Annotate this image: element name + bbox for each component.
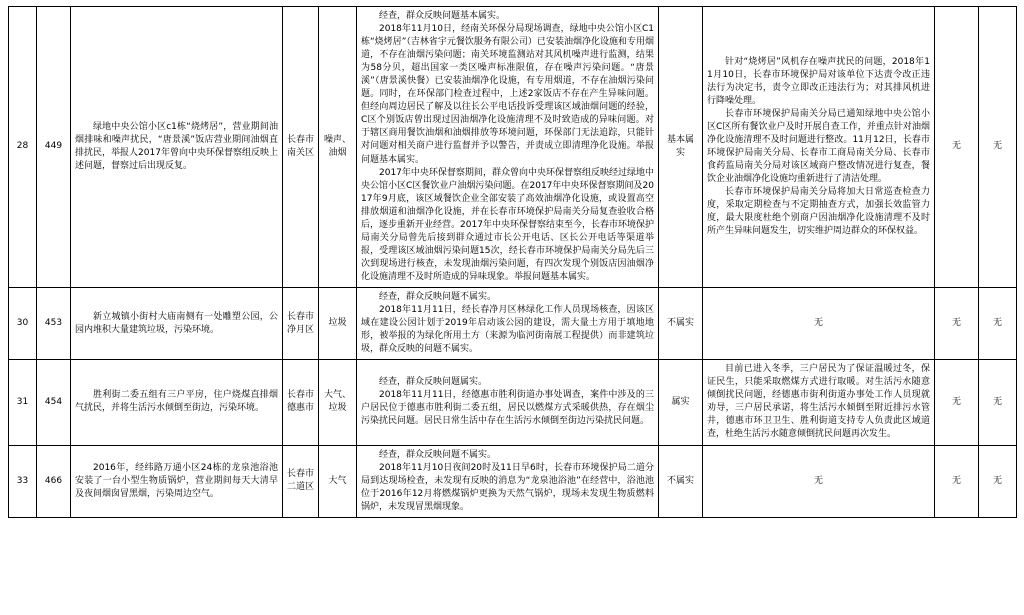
row-number: 31 bbox=[9, 360, 37, 445]
row-case-code: 454 bbox=[37, 360, 71, 445]
investigation-paragraph: 2017年中央环保督察期间，群众曾向中央环保督察组反映经过绿地中央公馆小区C区餐饮业户油烟污染问题。在2017年中央环保督察期间及2017年9月底，该区域餐饮企业全部安装了高效油烟净化设施，或设置高空排放烟道和油烟净化设施，并在长春市环境保护局南关分局复查验收合格后，逐步重新开业经营。2017年中央环保督察结束至今，长春市环境保护局南关分局曾先后接到群众通过市长公开电话、区长公开电话等渠道举报，受理该区域油烟污染问题15次，经长春市环境保护局南关分局先后三次到现场进行核查，未发现油烟污染问题，有四次发现个别饭店因油烟净化设施清理不及时所造成的异味现象。举报问题基本属实。 bbox=[361, 167, 654, 282]
row-punishment: 无 bbox=[979, 287, 1017, 359]
row-accountability: 无 bbox=[935, 287, 979, 359]
row-accountability: 无 bbox=[935, 360, 979, 445]
row-truth-status: 基本属实 bbox=[659, 7, 703, 288]
row-region: 长春市德惠市 bbox=[283, 360, 319, 445]
investigation-paragraph: 2018年11月11日，经长春净月区林绿化工作人员现场核查，因该区域在建设公园计划于2019年启动该公园的建设，需大量土方用于填地地形，被举报的为绿化所用土方（来源为临河街南展工程提供）而非建筑垃圾，群众反映的问题不属实。 bbox=[361, 305, 654, 355]
investigation-paragraph: 2018年11月10日，经南关环保分局现场调查，绿地中央公馆小区C1栋“烧烤居”（吉林省宇元餐饮服务有限公司）已安装油烟净化设施和专用烟道，不存在油烟污染问题；南关环境监测站对其风机噪声进行监测，结果为58分贝，超出国家一类区噪声标准限值，存在噪声污染问题。“唐景溪”（唐景溪快餐）已安装油烟净化设施，有专用烟道，不存在油烟污染问题。同时，在环保部门检查过程中，上述2家饭店不存在产生异味问题。但经向周边居民了解及以往长公平电话投诉受理该区域油烟问题的经验，C区个别饭店曾出现过因油烟净化设施清理不及时致造成的异味问题。对于辖区商用餐饮油烟和油烟排放等环境问题，环保部门无法追踪，只能针对问题对相关商户进行监督并予以警告，并责成立即清理净化设施。举报问题基本属实。 bbox=[361, 24, 654, 165]
row-region: 长春市南关区 bbox=[283, 7, 319, 288]
row-handling bbox=[703, 445, 935, 517]
investigation-paragraph: 经查，群众反映问题属实。 bbox=[379, 377, 488, 388]
handling-paragraph: 长春市环境保护局南关分局已通知绿地中央公馆小区C区所有餐饮业户及时开展自查工作，并重点针对油烟净化设施清理不及时问题进行整改。11月12日，长春市环境保护局南关分局、长春市工商局南关分局、长春市食药监局南关分局对该区域商户整改情况进行复查，餐饮企业油烟净化设施均重新进行了清洁处理。 bbox=[707, 108, 930, 185]
row-pollution-type: 噪声、油烟 bbox=[319, 7, 357, 288]
table-row bbox=[9, 360, 1017, 445]
investigation-paragraph: 经查，群众反映问题基本属实。 bbox=[379, 11, 506, 21]
row-complaint-title bbox=[71, 360, 283, 445]
handling-paragraph: 无 bbox=[813, 318, 823, 329]
row-accountability: 无 bbox=[935, 7, 979, 288]
row-pollution-type: 大气 bbox=[319, 445, 357, 517]
row-investigation bbox=[357, 445, 659, 517]
row-number: 33 bbox=[9, 445, 37, 517]
row-case-code: 449 bbox=[37, 7, 71, 288]
row-region: 长春市净月区 bbox=[283, 287, 319, 359]
row-pollution-type: 大气、垃圾 bbox=[319, 360, 357, 445]
row-complaint-title bbox=[71, 445, 283, 517]
environmental-complaint-table bbox=[8, 6, 1017, 518]
investigation-paragraph: 经查，群众反映问题不属实。 bbox=[379, 291, 497, 302]
row-pollution-type: 垃圾 bbox=[319, 287, 357, 359]
complaint-text: 绿地中央公馆小区c1栋“烧烤居”，营业期间油烟排味和噪声扰民，“唐景溪”饭店营业期间油烟直排扰民，举报人2017年曾向中央环保督察组反映上述问题，督察过后出现反复。 bbox=[75, 121, 278, 172]
row-case-code: 453 bbox=[37, 287, 71, 359]
row-number: 30 bbox=[9, 287, 37, 359]
complaint-text: 2016年，经纬路万通小区24栋的龙泉池浴池安装了一台小型生物质锅炉，营业期间每天大清早及夜间烟囱冒黑烟，污染周边空气。 bbox=[75, 462, 278, 499]
row-accountability: 无 bbox=[935, 445, 979, 517]
row-truth-status: 不属实 bbox=[659, 287, 703, 359]
row-handling bbox=[703, 360, 935, 445]
complaint-text: 新立城镇小街村大庙南侧有一处雕塑公园，公园内堆积大量建筑垃圾，污染环境。 bbox=[75, 311, 278, 335]
table-row bbox=[9, 445, 1017, 517]
row-handling bbox=[703, 7, 935, 288]
table-row bbox=[9, 7, 1017, 288]
investigation-paragraph: 2018年11月11日，经德惠市胜利街道办事处调查，案件中涉及的三户居民位于德惠市胜利街二委五组，居民以燃煤方式采暖供热，存在烟尘污染扰民问题。居民日常生活中存在生活污水倾倒至街边污染扰民问题。 bbox=[361, 390, 654, 427]
row-complaint-title bbox=[71, 7, 283, 288]
complaint-text: 胜利街二委五组有三户平房，住户烧煤直排烟气扰民，并将生活污水倾倒至街边，污染环境。 bbox=[75, 390, 278, 414]
investigation-paragraph: 经查，群众反映问题不属实。 bbox=[379, 449, 497, 460]
row-region: 长春市二道区 bbox=[283, 445, 319, 517]
row-number: 28 bbox=[9, 7, 37, 288]
row-punishment: 无 bbox=[979, 445, 1017, 517]
row-case-code: 466 bbox=[37, 445, 71, 517]
handling-paragraph: 长春市环境保护局南关分局将加大日常巡查检查力度，采取定期检查与不定期抽查方式，加强长效监管力度，最大限度杜绝个别商户因油烟净化设施清理不及时所产生异味问题发生，切实维护周边群众的环保权益。 bbox=[707, 187, 930, 237]
handling-paragraph: 目前已进入冬季，三户居民为了保证温暖过冬，保证民生，只能采取燃煤方式进行取暖。对生活污水随意倾倒扰民问题，经德惠市街利街道办事处工作人员现就劝导，三户居民承诺，将生活污水倾倒至附近排污水管井，德惠市环卫卫生、胜利街道支持专人负责此区域道查，杜绝生活污水随意倾倒扰民问题再次发生。 bbox=[707, 364, 930, 440]
table-body bbox=[9, 7, 1017, 518]
handling-paragraph: 针对“烧烤居”风机存在噪声扰民的问题，2018年11月10日，长春市环境保护局对该单位下达责令改正违法行为决定书，责令立即改正违法行为；对其排风机进行降噪处理。 bbox=[707, 56, 930, 106]
row-punishment: 无 bbox=[979, 7, 1017, 288]
row-punishment: 无 bbox=[979, 360, 1017, 445]
row-complaint-title bbox=[71, 287, 283, 359]
handling-paragraph: 无 bbox=[813, 475, 823, 486]
row-truth-status: 不属实 bbox=[659, 445, 703, 517]
row-investigation bbox=[357, 360, 659, 445]
row-investigation bbox=[357, 287, 659, 359]
row-truth-status: 属实 bbox=[659, 360, 703, 445]
investigation-paragraph: 2018年11月10日夜间20时及11日早6时，长春市环境保护局二道分局到达现场检查，未发现有反映的消息为“龙泉池浴池”在经营中，浴池池位于2016年12月将燃煤锅炉更换为天然气锅炉，现场未发现生物质燃料锅炉，未发现冒黑烟现象。 bbox=[361, 462, 654, 512]
table-row bbox=[9, 287, 1017, 359]
row-investigation bbox=[357, 7, 659, 288]
row-handling bbox=[703, 287, 935, 359]
